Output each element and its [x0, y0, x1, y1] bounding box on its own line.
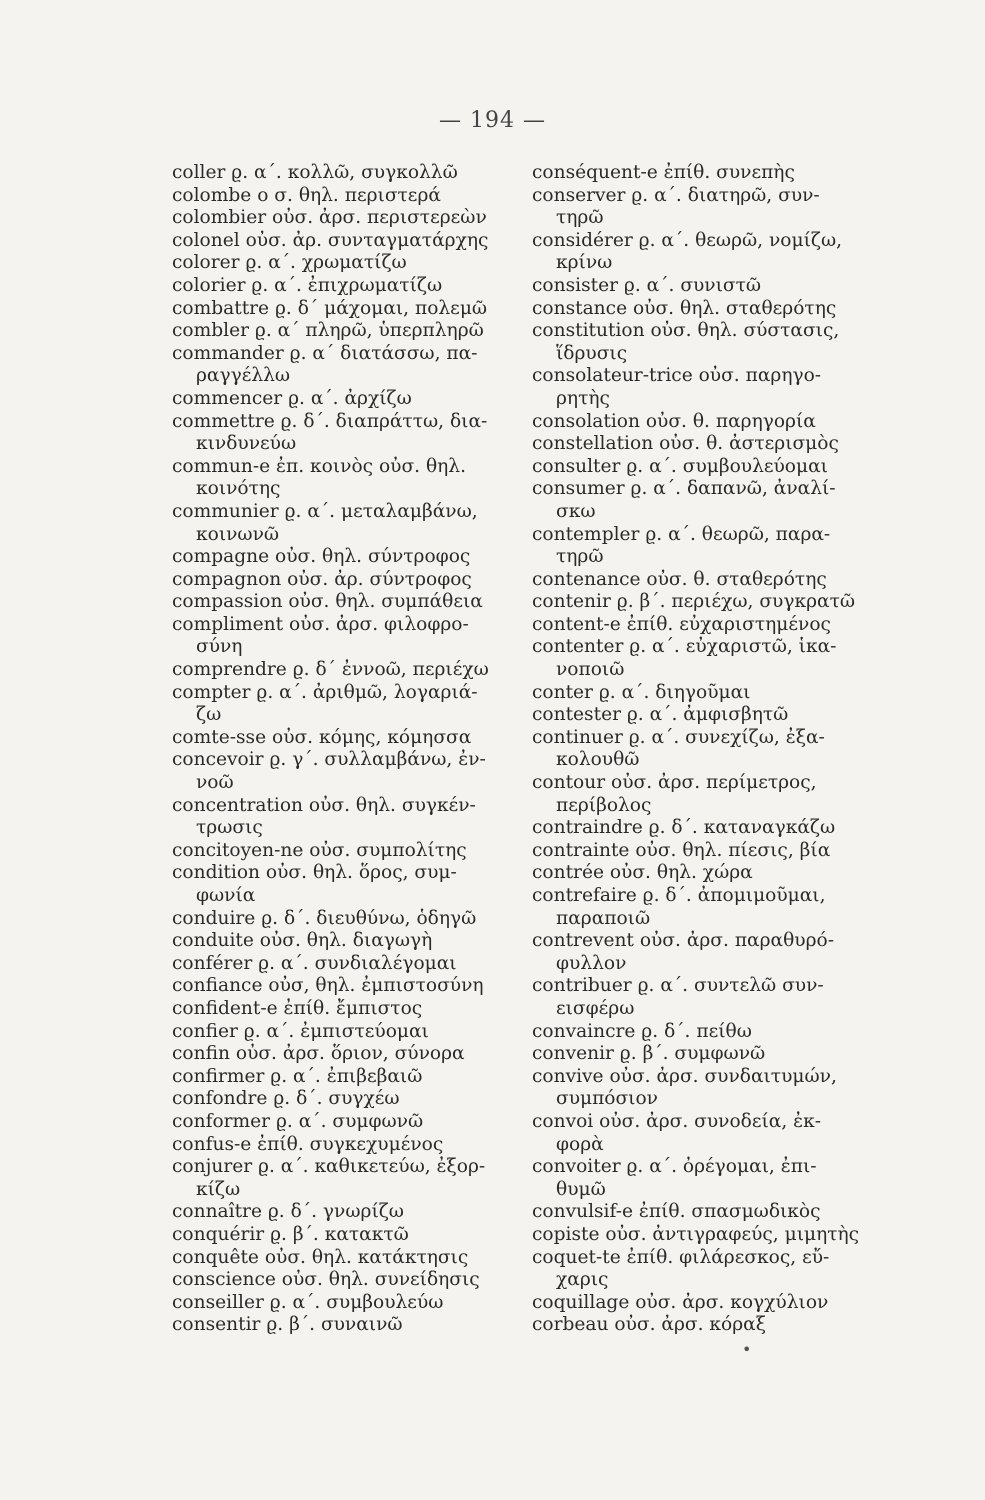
- dictionary-entry-continuation: νοποιῶ: [556, 659, 625, 681]
- end-mark: •: [742, 1340, 752, 1359]
- dictionary-entry: conduite οὐσ. θηλ. διαγωγὴ: [172, 930, 433, 952]
- dictionary-entry: conséquent-e ἐπίθ. συνεπὴς: [532, 162, 795, 183]
- dictionary-entry: contrée οὐσ. θηλ. χώρα: [532, 862, 753, 884]
- dictionary-entry-continuation: κίζω: [196, 1178, 241, 1200]
- dictionary-entry: contribuer ϱ. α΄. συντελῶ συν-: [532, 975, 824, 997]
- dictionary-entry-continuation: κοινωνῶ: [196, 523, 280, 545]
- dictionary-entry-continuation: ἵδρυσις: [556, 342, 628, 364]
- dictionary-entry: condition οὐσ. θηλ. ὅρος, συμ-: [172, 862, 457, 884]
- dictionary-entry: constance οὐσ. θηλ. σταθερότης: [532, 297, 837, 319]
- dictionary-entry: consolation οὐσ. θ. παρηγορία: [532, 410, 816, 432]
- dictionary-entry: contrefaire ϱ. δ΄. ἀπομιμοῦμαι,: [532, 885, 826, 906]
- dictionary-entry-continuation: σύνη: [196, 636, 243, 658]
- dictionary-entry: comprendre ϱ. δ΄ ἐννοῶ, περιέχω: [172, 659, 489, 681]
- dictionary-entry-continuation: τηρῶ: [556, 546, 604, 568]
- dictionary-entry: convoiter ϱ. α΄. ὀρέγομαι, ἐπι-: [532, 1156, 817, 1178]
- dictionary-entry: conter ϱ. α΄. διηγοῦμαι: [532, 681, 751, 703]
- dictionary-entry: conduire ϱ. δ΄. διευθύνω, ὁδηγῶ: [172, 907, 477, 929]
- dictionary-entry: contraindre ϱ. δ΄. καταναγκάζω: [532, 817, 836, 839]
- dictionary-entry: constellation οὐσ. θ. ἀστερισμὸς: [532, 433, 839, 455]
- dictionary-entry: confondre ϱ. δ΄. συγχέω: [172, 1088, 400, 1110]
- dictionary-entry: colorer ϱ. α΄. χρωματίζω: [172, 252, 407, 274]
- dictionary-entry: consolateur-trice οὐσ. παρηγο-: [532, 365, 822, 387]
- dictionary-entry: coller ϱ. α΄. κολλῶ, συγκολλῶ: [172, 162, 458, 183]
- dictionary-entry: confus-e ἐπίθ. συγκεχυμένος: [172, 1133, 444, 1155]
- dictionary-entry-continuation: φυλλον: [556, 952, 627, 974]
- dictionary-entry: conscience οὐσ. θηλ. συνείδησις: [172, 1269, 480, 1291]
- dictionary-entry: consentir ϱ. β΄. συναινῶ: [172, 1314, 403, 1336]
- dictionary-entry: commander ϱ. α΄ διατάσσω, πα-: [172, 342, 478, 364]
- dictionary-entry: concitoyen-ne οὐσ. συμπολίτης: [172, 839, 467, 861]
- dictionary-entry: continuer ϱ. α΄. συνεχίζω, ἐξα-: [532, 726, 825, 748]
- dictionary-entry: contenir ϱ. β΄. περιέχω, συγκρατῶ: [532, 591, 856, 613]
- right-column: [532, 162, 902, 1337]
- dictionary-entry: compter ϱ. α΄. ἀριθμῶ, λογαριά-: [172, 681, 478, 703]
- dictionary-entry: confiance οὐσ, θηλ. ἐμπιστοσύνη: [172, 975, 484, 997]
- dictionary-entry: compagne οὐσ. θηλ. σύντροφος: [172, 546, 471, 568]
- dictionary-entry: convoi οὐσ. ἀρσ. συνοδεία, ἐκ-: [532, 1110, 822, 1132]
- dictionary-entry: contester ϱ. α΄. ἀμφισβητῶ: [532, 704, 789, 726]
- dictionary-entry: conjurer ϱ. α΄. καθικετεύω, ἐξορ-: [172, 1156, 486, 1178]
- page-number: — 194 —: [439, 108, 546, 133]
- dictionary-entry: consumer ϱ. α΄. δαπανῶ, ἀναλί-: [532, 478, 836, 500]
- dictionary-entry-continuation: θυμῶ: [556, 1178, 606, 1200]
- dictionary-entry: compliment οὐσ. ἀρσ. φιλοφρο-: [172, 613, 469, 635]
- dictionary-entry-continuation: σκω: [556, 500, 596, 522]
- dictionary-entry: contour οὐσ. ἀρσ. περίμετρος,: [532, 772, 817, 794]
- dictionary-entry: contrevent οὐσ. ἀρσ. παραθυρό-: [532, 930, 834, 952]
- dictionary-entry: corbeau οὐσ. ἀρσ. κόραξ: [532, 1314, 766, 1336]
- dictionary-entry-continuation: νοῶ: [196, 772, 234, 794]
- dictionary-entry-continuation: παραποιῶ: [556, 907, 651, 929]
- dictionary-entry: convulsif-e ἐπίθ. σπασμωδικὸς: [532, 1201, 821, 1223]
- dictionary-entry: confin οὐσ. ἀρσ. ὅριον, σύνορα: [172, 1043, 465, 1065]
- dictionary-entry: conquête οὐσ. θηλ. κατάκτησις: [172, 1246, 469, 1268]
- dictionary-entry: commun-e ἐπ. κοινὸς οὐσ. θηλ.: [172, 455, 467, 477]
- dictionary-entry-continuation: ζω: [196, 704, 222, 726]
- dictionary-entry: confier ϱ. α΄. ἐμπιστεύομαι: [172, 1020, 429, 1042]
- dictionary-entry: constitution οὐσ. θηλ. σύστασις,: [532, 320, 840, 342]
- dictionary-entry-continuation: τηρῶ: [556, 207, 604, 229]
- dictionary-entry-continuation: ραγγέλλω: [196, 365, 291, 387]
- dictionary-entry: colonel οὐσ. ἀρ. συνταγματάρχης: [172, 229, 489, 251]
- dictionary-entry: confirmer ϱ. α΄. ἐπιβεβαιῶ: [172, 1065, 423, 1087]
- dictionary-entry: contenance οὐσ. θ. σταθερότης: [532, 568, 827, 590]
- dictionary-entry-continuation: φωνία: [196, 885, 256, 906]
- dictionary-entry: commencer ϱ. α΄. ἀρχίζω: [172, 387, 412, 409]
- dictionary-entry: coquet-te ἐπίθ. φιλάρεσκος, εὔ-: [532, 1246, 830, 1268]
- dictionary-entry: concevoir ϱ. γ΄. συλλαμβάνω, ἐν-: [172, 749, 486, 771]
- dictionary-entry: conquérir ϱ. β΄. κατακτῶ: [172, 1223, 409, 1245]
- dictionary-entry: convive οὐσ. ἀρσ. συνδαιτυμών,: [532, 1065, 837, 1087]
- dictionary-entry: colombe ο σ. θηλ. περιστερά: [172, 184, 441, 206]
- dictionary-entry-continuation: κολουθῶ: [556, 749, 640, 771]
- dictionary-entry: colorier ϱ. α΄. ἐπιχρωματίζω: [172, 274, 443, 296]
- dictionary-entry: convaincre ϱ. δ΄. πείθω: [532, 1020, 752, 1042]
- dictionary-entry-continuation: τρωσις: [196, 817, 263, 839]
- dictionary-entry: coquillage οὐσ. ἀρσ. κογχύλιον: [532, 1291, 829, 1313]
- dictionary-entry: conserver ϱ. α΄. διατηρῶ, συν-: [532, 184, 820, 206]
- dictionary-entry-continuation: συμπόσιον: [556, 1088, 658, 1110]
- dictionary-entry: conformer ϱ. α΄. συμφωνῶ: [172, 1110, 424, 1132]
- dictionary-entry: compagnon οὐσ. ἀρ. σύντροφος: [172, 568, 472, 590]
- dictionary-entry: confident-e ἐπίθ. ἔμπιστος: [172, 997, 423, 1019]
- dictionary-entry-continuation: εισφέρω: [556, 997, 635, 1019]
- dictionary-entry-continuation: κοινότης: [196, 478, 281, 500]
- dictionary-entry-continuation: κινδυνεύω: [196, 433, 297, 455]
- dictionary-entry: content-e ἐπίθ. εὐχαριστημένος: [532, 613, 831, 635]
- dictionary-entry: communier ϱ. α΄. μεταλαμβάνω,: [172, 500, 478, 522]
- dictionary-entry-continuation: ρητὴς: [556, 387, 610, 409]
- dictionary-entry-continuation: περίβολος: [556, 794, 652, 816]
- left-column: [172, 162, 542, 1337]
- dictionary-entry: colombier οὐσ. ἀρσ. περιστερεὼν: [172, 207, 487, 229]
- dictionary-entry: contrainte οὐσ. θηλ. πίεσις, βία: [532, 839, 831, 861]
- dictionary-entry-continuation: κρίνω: [556, 252, 613, 274]
- dictionary-entry: consulter ϱ. α΄. συμβουλεύομαι: [532, 455, 828, 477]
- dictionary-entry: connaître ϱ. δ΄. γνωρίζω: [172, 1201, 404, 1223]
- dictionary-entry-continuation: φορὰ: [556, 1133, 604, 1155]
- dictionary-entry: copiste οὐσ. ἀντιγραφεύς, μιμητὴς: [532, 1223, 860, 1245]
- dictionary-entry: contempler ϱ. α΄. θεωρῶ, παρα-: [532, 523, 831, 545]
- dictionary-entry: comte-sse οὐσ. κόμης, κόμησσα: [172, 726, 472, 748]
- dictionary-entry: commettre ϱ. δ΄. διαπράττω, δια-: [172, 410, 488, 432]
- dictionary-entry: convenir ϱ. β΄. συμφωνῶ: [532, 1043, 766, 1065]
- dictionary-entry: combattre ϱ. δ΄ μάχομαι, πολεμῶ: [172, 297, 488, 319]
- dictionary-entry: conférer ϱ. α΄. συνδιαλέγομαι: [172, 952, 457, 974]
- dictionary-entry: compassion οὐσ. θηλ. συμπάθεια: [172, 591, 483, 613]
- dictionary-entry: contenter ϱ. α΄. εὐχαριστῶ, ἱκα-: [532, 636, 837, 658]
- dictionary-entry: consister ϱ. α΄. συνιστῶ: [532, 274, 762, 296]
- dictionary-entry-continuation: χαρις: [556, 1269, 609, 1291]
- dictionary-entry: considérer ϱ. α΄. θεωρῶ, νομίζω,: [532, 229, 843, 251]
- dictionary-entry: conseiller ϱ. α΄. συμβουλεύω: [172, 1291, 444, 1313]
- dictionary-entry: concentration οὐσ. θηλ. συγκέν-: [172, 794, 476, 816]
- dictionary-entry: combler ϱ. α΄ πληρῶ, ὑπερπληρῶ: [172, 320, 484, 342]
